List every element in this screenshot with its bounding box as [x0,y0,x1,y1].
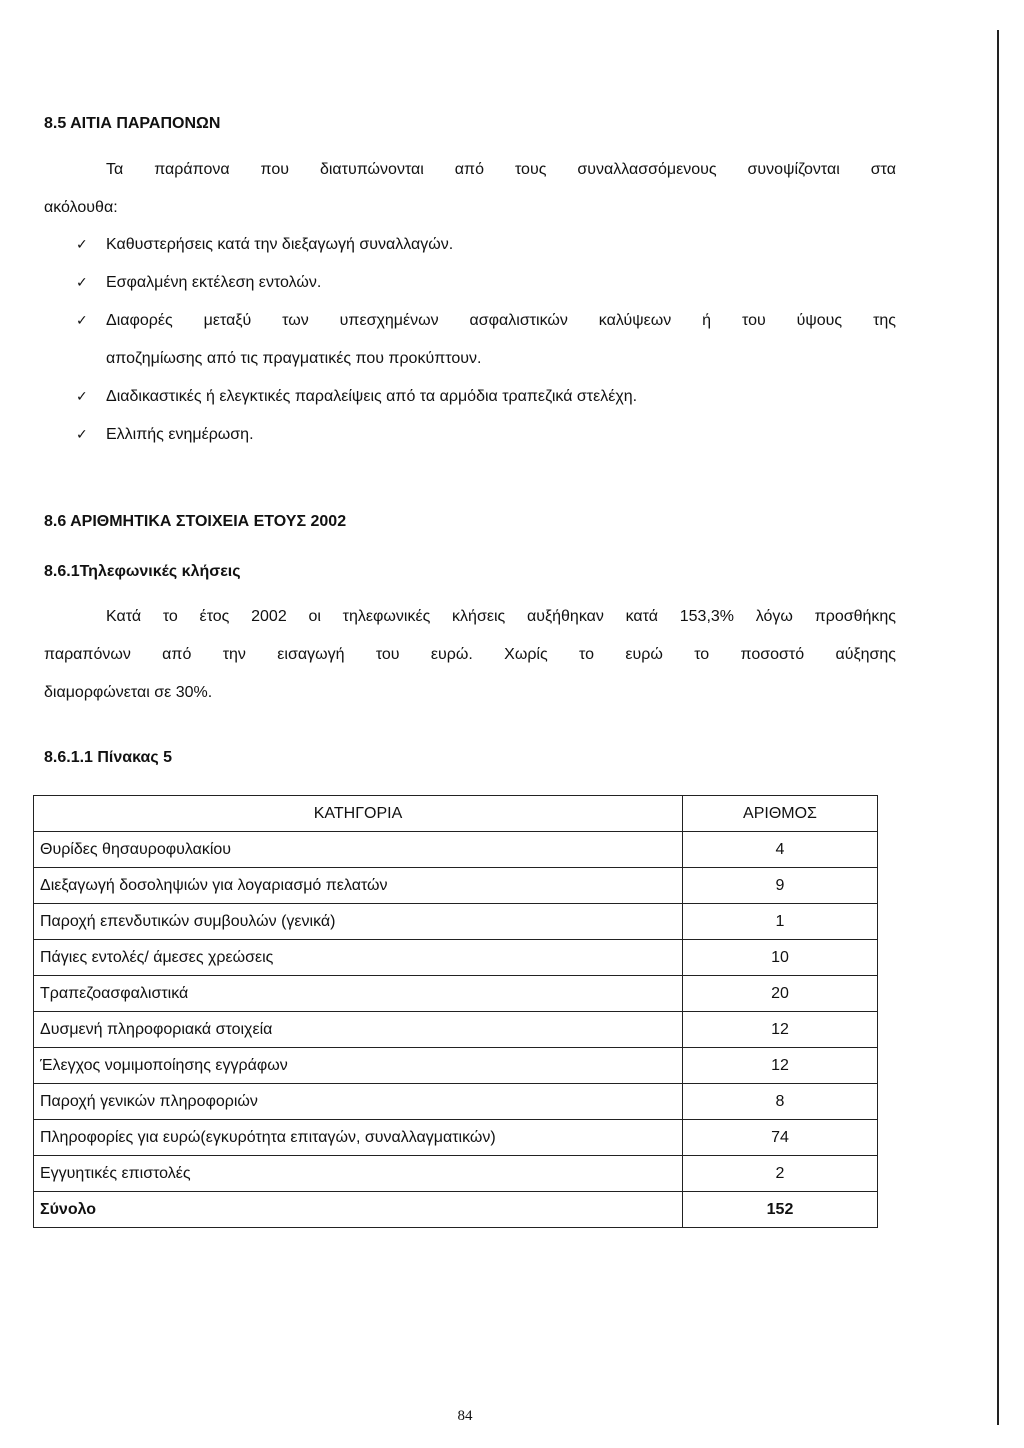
count-cell: 9 [683,868,878,904]
count-cell: 8 [683,1084,878,1120]
table-heading: 8.6.1.1 Πίνακας 5 [44,749,172,766]
count-cell: 4 [683,832,878,868]
list-item-text: Ελλιπής ενημέρωση. [106,426,254,443]
complaints-table [33,795,878,1228]
list-item [76,416,896,454]
table-total-row [34,1192,878,1228]
list-item [76,226,896,264]
total-count-cell: 152 [683,1192,878,1228]
list-item [76,264,896,302]
list-item [76,302,896,378]
table-row [34,1084,878,1120]
paragraph-line-3: διαμορφώνεται σε 30%. [44,684,213,701]
table-row [34,868,878,904]
category-cell: Έλεγχος νομιμοποίησης εγγράφων [34,1048,683,1084]
category-cell: Παροχή γενικών πληροφοριών [34,1084,683,1120]
table-row [34,976,878,1012]
table-row [34,1120,878,1156]
check-icon: ✓ [76,313,88,329]
list-item-text: Διαδικαστικές ή ελεγκτικές παραλείψεις από τα αρμόδια τραπεζικά στελέχη. [106,388,638,405]
check-icon: ✓ [76,237,88,253]
list-item-text: Εσφαλμένη εκτέλεση εντολών. [106,274,322,291]
paragraph-line-2: παραπόνων από την εισαγωγή του ευρώ. Χωρίς το ευρώ το ποσοστό αύξησης [44,646,896,663]
count-cell: 1 [683,904,878,940]
check-icon: ✓ [76,389,88,405]
table-row [34,832,878,868]
category-cell: Πάγιες εντολές/ άμεσες χρεώσεις [34,940,683,976]
count-cell: 2 [683,1156,878,1192]
list-item [76,378,896,416]
check-icon: ✓ [76,427,88,443]
table-row [34,1012,878,1048]
list-item-text: Διαφορές μεταξύ των υπεσχημένων ασφαλιστικών καλύψεων ή του ύψους της [106,312,896,329]
list-item-text: Καθυστερήσεις κατά την διεξαγωγή συναλλαγών. [106,236,454,253]
list-item-text-continued: αποζημίωσης από τις πραγματικές που προκύπτουν. [106,350,482,367]
intro-paragraph [44,151,896,227]
table-row [34,1048,878,1084]
category-cell: Παροχή επενδυτικών συμβουλών (γενικά) [34,904,683,940]
column-header-category: ΚΑΤΗΓΟΡΙΑ [34,796,683,832]
section-heading-8-5: 8.5 ΑΙΤΙΑ ΠΑΡΑΠΟΝΩΝ [44,115,221,132]
table-row [34,1156,878,1192]
complaint-causes-list [76,226,896,454]
category-cell: Θυρίδες θησαυροφυλακίου [34,832,683,868]
table-row [34,940,878,976]
phone-calls-paragraph [44,598,896,712]
total-label-cell: Σύνολο [34,1192,683,1228]
subsection-heading-8-6-1: 8.6.1Τηλεφωνικές κλήσεις [44,563,241,580]
page-edge-line [997,30,999,1425]
intro-line-1: Τα παράπονα που διατυπώνονται από τους συναλλασσόμενους συνοψίζονται στα [106,161,896,178]
count-cell: 74 [683,1120,878,1156]
count-cell: 12 [683,1012,878,1048]
category-cell: Εγγυητικές επιστολές [34,1156,683,1192]
check-icon: ✓ [76,275,88,291]
category-cell: Τραπεζοασφαλιστικά [34,976,683,1012]
category-cell: Διεξαγωγή δοσοληψιών για λογαριασμό πελατών [34,868,683,904]
section-heading-8-6: 8.6 ΑΡΙΘΜΗΤΙΚΑ ΣΤΟΙΧΕΙΑ ΕΤΟΥΣ 2002 [44,513,347,530]
count-cell: 12 [683,1048,878,1084]
category-cell: Δυσμενή πληροφοριακά στοιχεία [34,1012,683,1048]
count-cell: 20 [683,976,878,1012]
table-header-row [34,796,878,832]
table-row [34,904,878,940]
count-cell: 10 [683,940,878,976]
paragraph-line-1: Κατά το έτος 2002 οι τηλεφωνικές κλήσεις αυξήθηκαν κατά 153,3% λόγω προσθήκης [106,608,896,625]
intro-line-2: ακόλουθα: [44,199,118,216]
page-number: 84 [457,1408,473,1424]
column-header-count: ΑΡΙΘΜΟΣ [683,796,878,832]
category-cell: Πληροφορίες για ευρώ(εγκυρότητα επιταγών, συναλλαγματικών) [34,1120,683,1156]
